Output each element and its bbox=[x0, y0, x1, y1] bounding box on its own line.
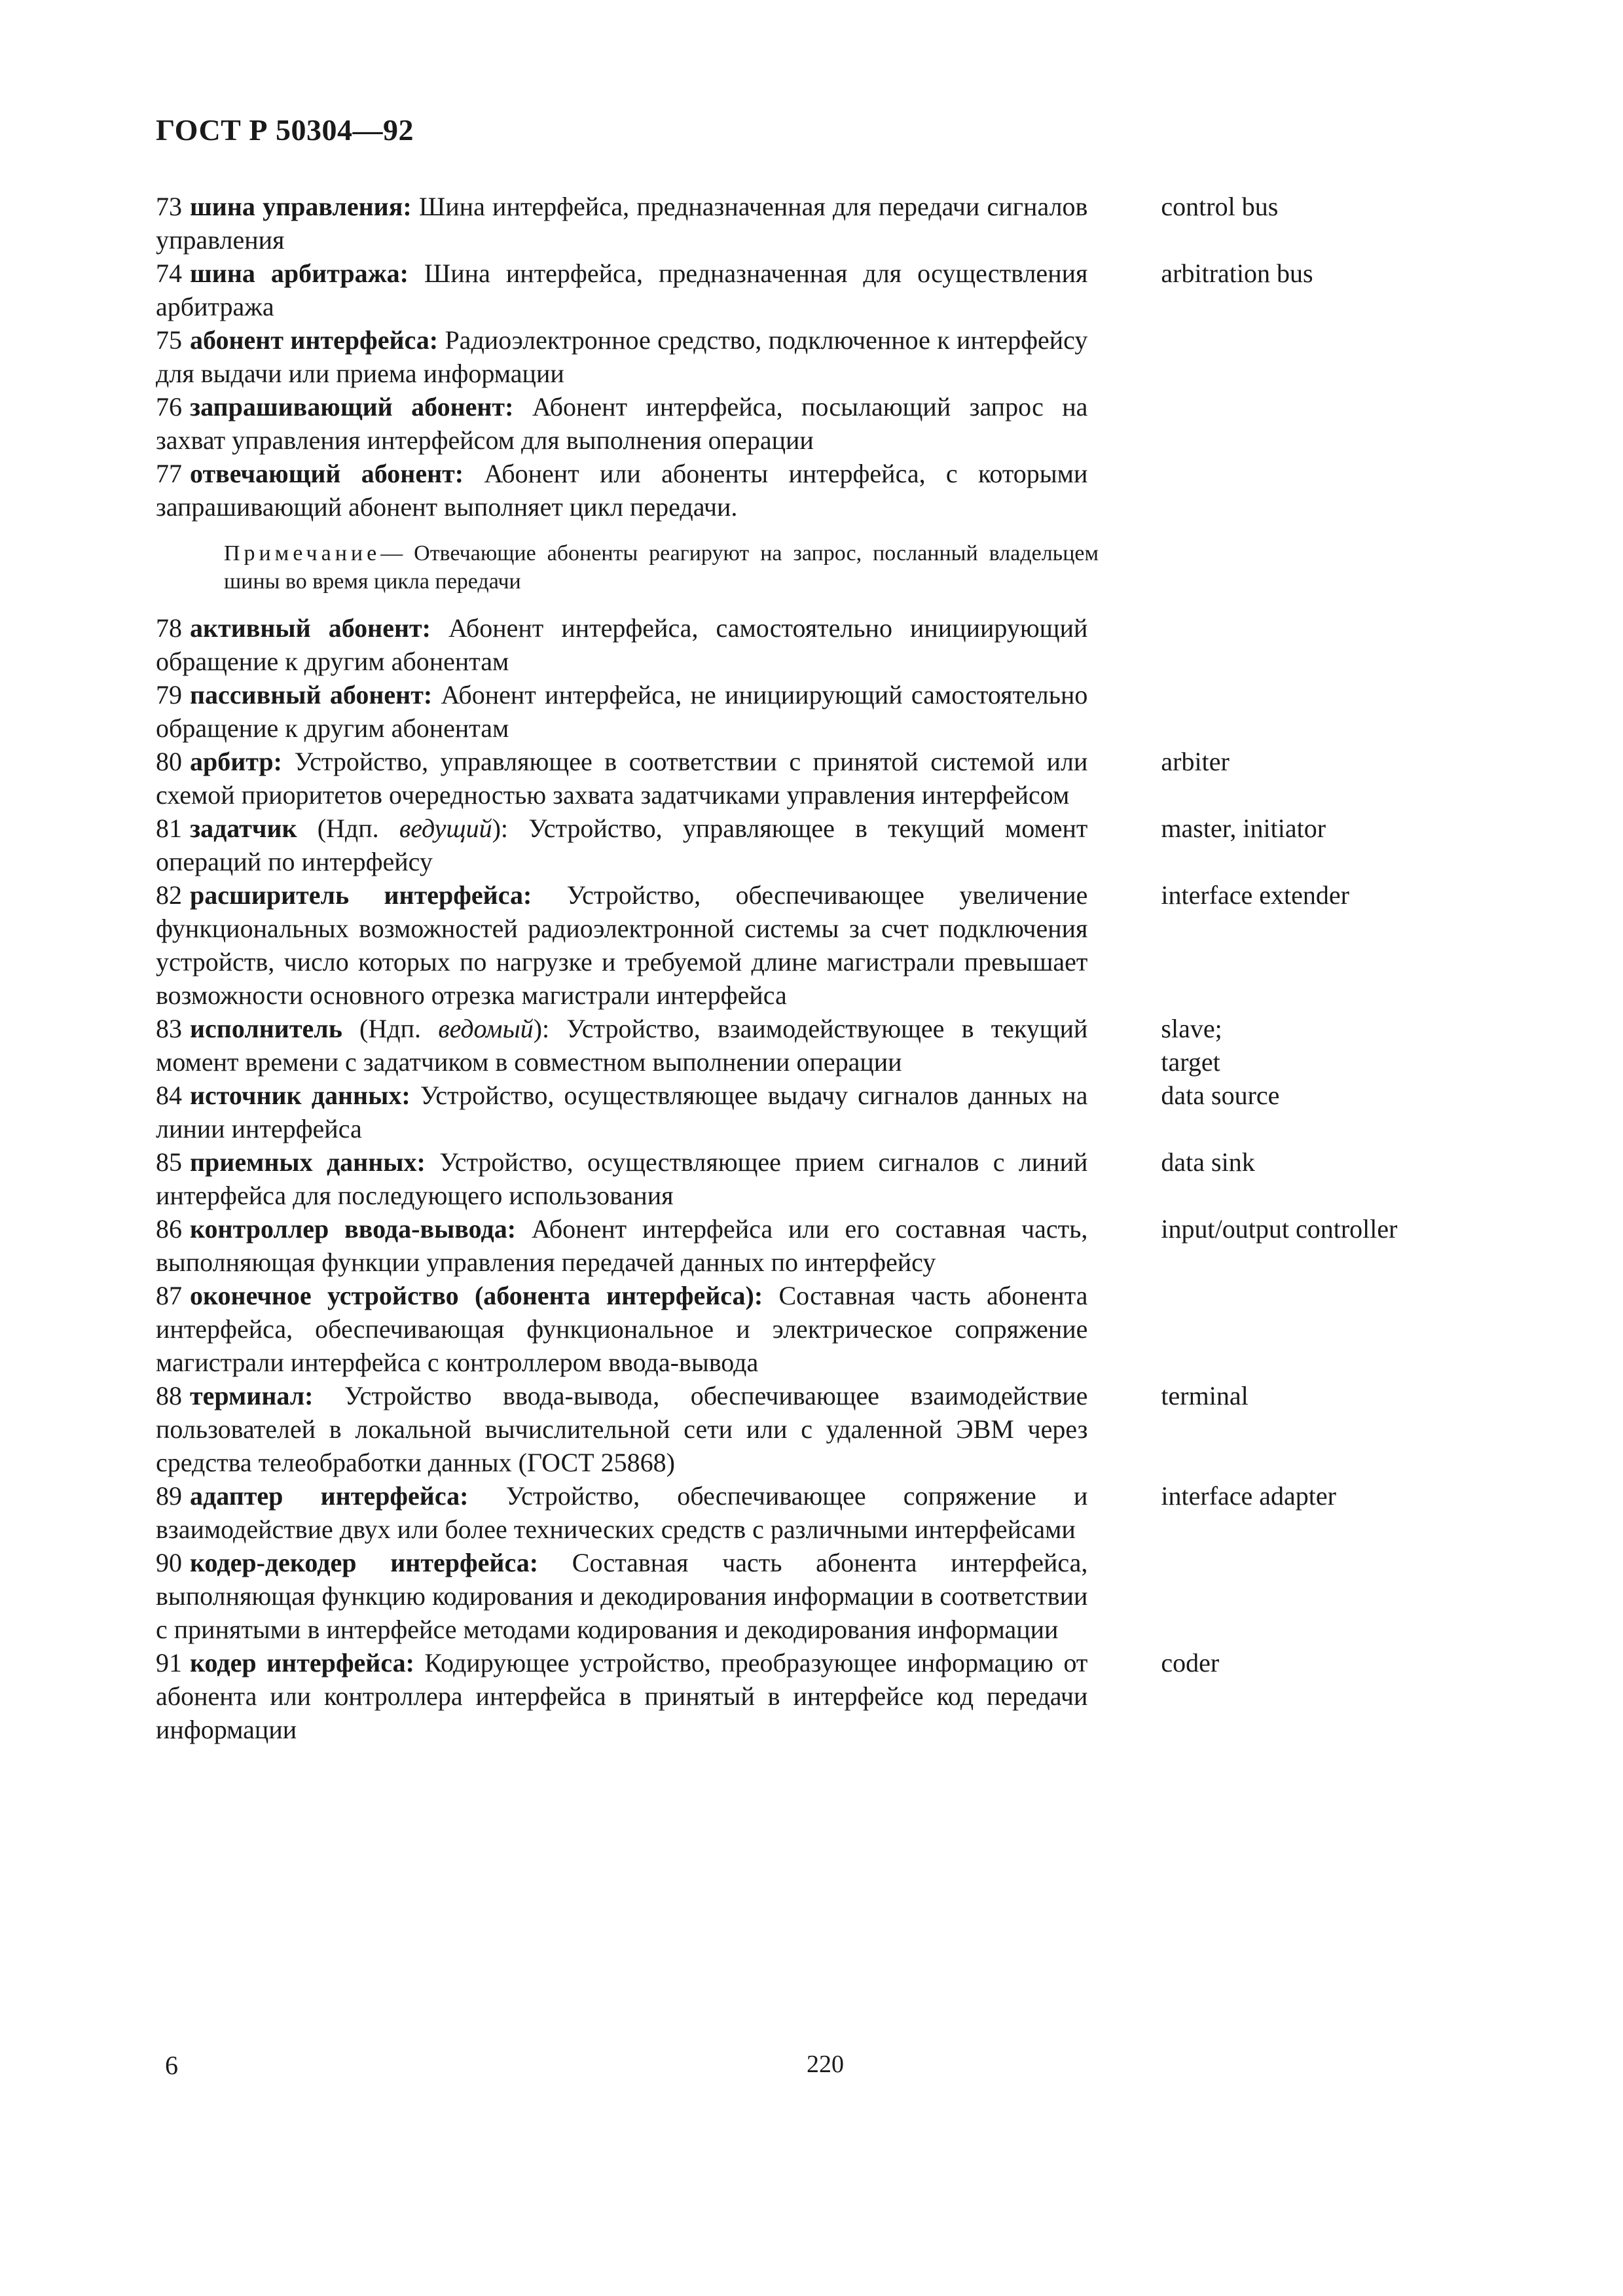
english-equivalent bbox=[1161, 1479, 1465, 1513]
term-definition: Устройство, обеспечивающее сопряжение и взаимодействие двух или более технических средств с различными интерфейсами bbox=[156, 1481, 1088, 1544]
term-entry bbox=[156, 678, 1465, 745]
note-block bbox=[156, 539, 1099, 596]
term-entry bbox=[156, 1379, 1465, 1479]
term-body bbox=[156, 457, 1087, 524]
english-term: slave; bbox=[1161, 1014, 1222, 1043]
term-number: 87 bbox=[156, 1281, 182, 1310]
term-definition: Абонент интерфейса, самостоятельно инициирующий обращение к другим абонентам bbox=[156, 613, 1088, 676]
term-name: приемных данных: bbox=[190, 1147, 426, 1177]
term-number: 85 bbox=[156, 1147, 182, 1177]
term-definition: Радиоэлектронное средство, подключенное к интерфейсу для выдачи или приема информации bbox=[156, 325, 1088, 388]
term-body bbox=[156, 323, 1087, 390]
ndp-prefix: (Ндп. bbox=[359, 1014, 439, 1043]
note-text: — Отвечающие абоненты реагируют на запрос, посланный владельцем шины во время цикла передачи bbox=[224, 541, 1099, 594]
term-body bbox=[156, 1279, 1087, 1379]
term-body bbox=[156, 1546, 1087, 1646]
term-name: запрашивающий абонент: bbox=[190, 392, 514, 422]
english-equivalent bbox=[1161, 190, 1465, 223]
term-name: оконечное устройство (абонента интерфейса): bbox=[190, 1281, 763, 1310]
english-equivalent bbox=[1161, 1012, 1465, 1079]
term-number: 81 bbox=[156, 814, 182, 843]
deprecated-term: ведущий bbox=[399, 814, 492, 843]
term-body bbox=[156, 257, 1087, 323]
english-term: arbitration bus bbox=[1161, 259, 1313, 288]
term-number: 86 bbox=[156, 1214, 182, 1244]
english-term: target bbox=[1161, 1047, 1220, 1077]
term-entry bbox=[156, 190, 1465, 257]
term-number: 74 bbox=[156, 259, 182, 288]
term-name: кодер-декодер интерфейса: bbox=[190, 1548, 539, 1577]
term-name: терминал: bbox=[190, 1381, 314, 1410]
term-body bbox=[156, 1212, 1087, 1279]
term-entry bbox=[156, 323, 1465, 390]
term-number: 84 bbox=[156, 1081, 182, 1110]
term-name: арбитр: bbox=[190, 747, 282, 776]
english-equivalent bbox=[1161, 1079, 1465, 1112]
term-entry bbox=[156, 390, 1465, 457]
english-equivalent bbox=[1161, 878, 1465, 912]
term-name: абонент интерфейса: bbox=[190, 325, 439, 355]
term-number: 82 bbox=[156, 880, 182, 910]
term-definition: Устройство, взаимодействующее в текущий момент времени с задатчиком в совместном выполнении операции bbox=[156, 1014, 1088, 1077]
term-number: 89 bbox=[156, 1481, 182, 1511]
document-header: ГОСТ Р 50304—92 bbox=[156, 113, 414, 147]
note-label: Примечание bbox=[224, 541, 381, 565]
term-name: исполнитель bbox=[190, 1014, 342, 1043]
term-number: 91 bbox=[156, 1648, 182, 1677]
term-entry bbox=[156, 1279, 1465, 1379]
term-body bbox=[156, 745, 1087, 812]
term-number: 79 bbox=[156, 680, 182, 709]
term-body bbox=[156, 611, 1087, 678]
term-definition: Устройство, обеспечивающее увеличение функциональных возможностей радиоэлектронной системы за счет подключения устройств, число которых по нагрузке и требуемой длине магистрали превышает возможности основного отрезка магистрали интерфейса bbox=[156, 880, 1088, 1010]
term-entry bbox=[156, 1212, 1465, 1279]
deprecated-term: ведомый bbox=[438, 1014, 534, 1043]
term-number: 88 bbox=[156, 1381, 182, 1410]
term-number: 77 bbox=[156, 459, 182, 488]
term-definition: Кодирующее устройство, преобразующее информацию от абонента или контроллера интерфейса в принятый в интерфейсе код передачи информации bbox=[156, 1648, 1088, 1744]
english-term: data sink bbox=[1161, 1147, 1255, 1177]
term-definition: Устройство, осуществляющее прием сигналов с линий интерфейса для последующего использования bbox=[156, 1147, 1088, 1210]
term-number: 76 bbox=[156, 392, 182, 422]
term-definition: Устройство, управляющее в текущий момент операций по интерфейсу bbox=[156, 814, 1088, 876]
term-name: задатчик bbox=[190, 814, 297, 843]
term-entry bbox=[156, 1079, 1465, 1145]
term-definition: Шина интерфейса, предназначенная для осуществления арбитража bbox=[156, 259, 1088, 321]
english-term: coder bbox=[1161, 1648, 1220, 1677]
english-term: terminal bbox=[1161, 1381, 1249, 1410]
term-body bbox=[156, 678, 1087, 745]
term-entry bbox=[156, 878, 1465, 1012]
term-entry bbox=[156, 457, 1465, 524]
ndp-suffix: ): bbox=[533, 1014, 550, 1043]
term-number: 90 bbox=[156, 1548, 182, 1577]
term-definition: Абонент интерфейса, не инициирующий самостоятельно обращение к другим абонентам bbox=[156, 680, 1088, 743]
ndp-suffix: ): bbox=[492, 814, 509, 843]
term-definition: Абонент или абоненты интерфейса, с которыми запрашивающий абонент выполняет цикл передачи. bbox=[156, 459, 1088, 522]
english-equivalent bbox=[1161, 1145, 1465, 1179]
term-name: расширитель интерфейса: bbox=[190, 880, 532, 910]
english-equivalent bbox=[1161, 1646, 1465, 1679]
ndp-prefix: (Ндп. bbox=[317, 814, 399, 843]
term-definition: Абонент интерфейса, посылающий запрос на захват управления интерфейсом для выполнения операции bbox=[156, 392, 1088, 455]
term-body bbox=[156, 1145, 1087, 1212]
term-body bbox=[156, 1079, 1087, 1145]
term-body bbox=[156, 1646, 1087, 1746]
english-term: input/output controller bbox=[1161, 1214, 1398, 1244]
term-entry bbox=[156, 257, 1465, 323]
term-body bbox=[156, 878, 1087, 1012]
term-definition: Абонент интерфейса или его составная часть, выполняющая функции управления передачей данных по интерфейсу bbox=[156, 1214, 1088, 1277]
english-equivalent bbox=[1161, 745, 1465, 778]
term-name: отвечающий абонент: bbox=[190, 459, 464, 488]
term-definition: Шина интерфейса, предназначенная для передачи сигналов управления bbox=[156, 192, 1088, 255]
term-entry bbox=[156, 1012, 1465, 1079]
term-name: активный абонент: bbox=[190, 613, 431, 643]
term-name: источник данных: bbox=[190, 1081, 410, 1110]
term-definition: Устройство ввода-вывода, обеспечивающее взаимодействие пользователей в локальной вычислительной сети или с удаленной ЭВМ через средства телеобработки данных (ГОСТ 25868) bbox=[156, 1381, 1088, 1477]
page-number-center: 220 bbox=[807, 2051, 844, 2078]
term-name: пассивный абонент: bbox=[190, 680, 433, 709]
english-term: data source bbox=[1161, 1081, 1280, 1110]
term-entry bbox=[156, 812, 1465, 878]
term-entry bbox=[156, 1546, 1465, 1646]
term-body bbox=[156, 1479, 1087, 1546]
term-name: шина арбитража: bbox=[190, 259, 409, 288]
page-number-left: 6 bbox=[165, 2051, 178, 2080]
term-definition: Устройство, управляющее в соответствии с принятой системой или схемой приоритетов очередностью захвата задатчиками управления интерфейсом bbox=[156, 747, 1088, 810]
english-equivalent bbox=[1161, 1212, 1465, 1246]
term-name: кодер интерфейса: bbox=[190, 1648, 414, 1677]
term-number: 73 bbox=[156, 192, 182, 221]
english-equivalent bbox=[1161, 1379, 1465, 1412]
term-definition: Устройство, осуществляющее выдачу сигналов данных на линии интерфейса bbox=[156, 1081, 1088, 1143]
english-term: master, initiator bbox=[1161, 814, 1326, 843]
term-body bbox=[156, 1379, 1087, 1479]
term-definition: Составная часть абонента интерфейса, выполняющая функцию кодирования и декодирования информации в соответствии с принятыми в интерфейсе методами кодирования и декодирования информации bbox=[156, 1548, 1088, 1644]
term-entry bbox=[156, 1646, 1465, 1746]
english-equivalent bbox=[1161, 812, 1465, 845]
english-term: interface extender bbox=[1161, 880, 1349, 910]
term-entry bbox=[156, 1145, 1465, 1212]
english-term: interface adapter bbox=[1161, 1481, 1336, 1511]
term-name: контроллер ввода-вывода: bbox=[190, 1214, 517, 1244]
term-definition: Составная часть абонента интерфейса, обеспечивающая функциональное и электрическое сопряжение магистрали интерфейса с контроллером ввода-вывода bbox=[156, 1281, 1088, 1377]
term-entry bbox=[156, 745, 1465, 812]
english-term: control bus bbox=[1161, 192, 1279, 221]
english-term: arbiter bbox=[1161, 747, 1230, 776]
term-body bbox=[156, 1012, 1087, 1079]
term-body bbox=[156, 812, 1087, 878]
term-number: 75 bbox=[156, 325, 182, 355]
term-number: 80 bbox=[156, 747, 182, 776]
term-body bbox=[156, 190, 1087, 257]
term-name: адаптер интерфейса: bbox=[190, 1481, 469, 1511]
term-body bbox=[156, 390, 1087, 457]
term-name: шина управления: bbox=[190, 192, 412, 221]
term-number: 78 bbox=[156, 613, 182, 643]
terms-list bbox=[156, 190, 1465, 1746]
term-entry bbox=[156, 1479, 1465, 1546]
term-number: 83 bbox=[156, 1014, 182, 1043]
term-entry bbox=[156, 611, 1465, 678]
english-equivalent bbox=[1161, 257, 1465, 290]
